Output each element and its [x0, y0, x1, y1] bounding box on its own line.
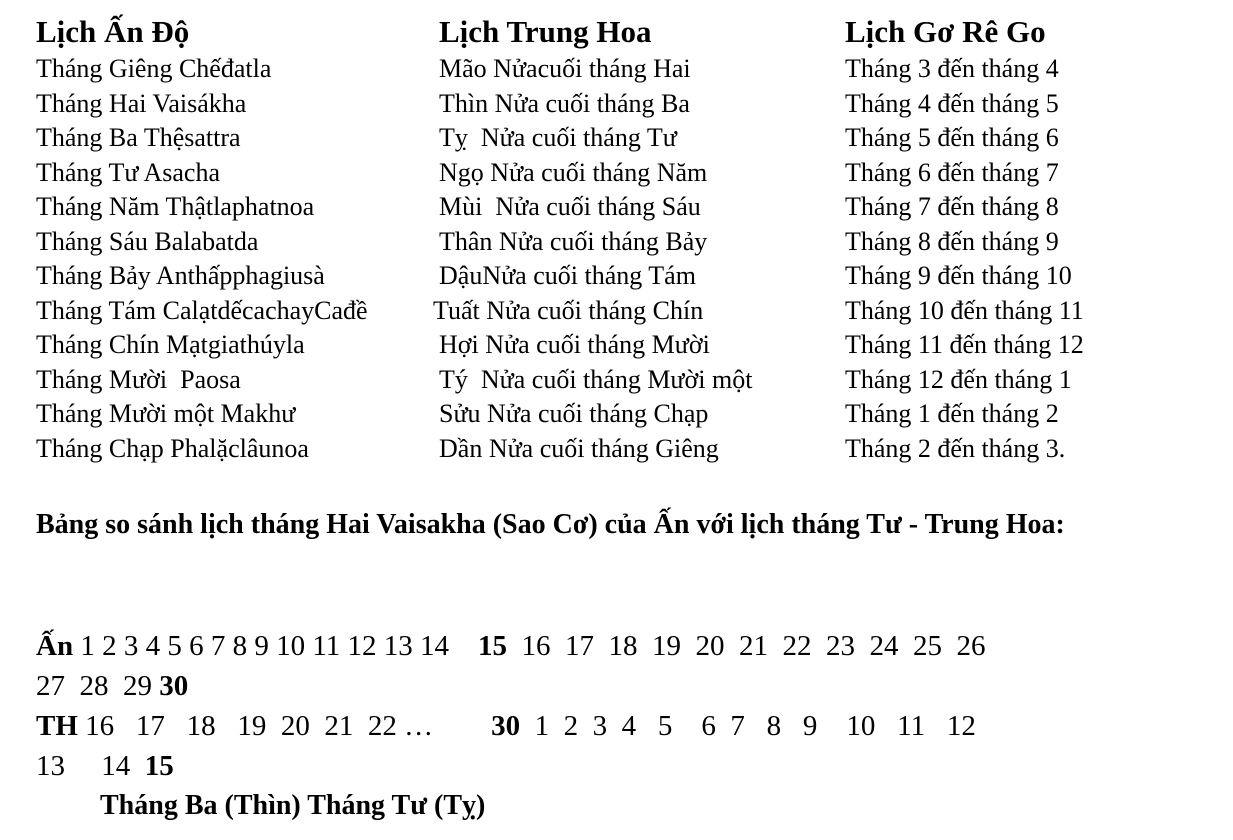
indian-month-item: Tháng Chạp Phalặclâunoa	[36, 433, 309, 463]
indian-month-item: Tháng Mười Paosa	[36, 364, 241, 394]
gregorian-month-item: Tháng 11 đến tháng 12	[845, 330, 1084, 359]
chinese-month-list	[433, 52, 753, 466]
chinese-month-item: Dần Nửa cuối tháng Giêng	[439, 433, 719, 463]
chinese-month-item: Tuất Nửa cuối tháng Chín	[433, 295, 704, 325]
gregorian-month-item: Tháng 9 đến tháng 10	[845, 261, 1072, 290]
chinese-month-item: Thân Nửa cuối tháng Bảy	[439, 226, 708, 256]
chinese-month-item: Hợi Nửa cuối tháng Mười	[439, 330, 710, 359]
header-gregorian: Lịch Gơ Rê Go	[845, 14, 1046, 49]
an-row-bold-end: 30	[159, 670, 189, 702]
gregorian-month-item: Tháng 2 đến tháng 3.	[845, 433, 1066, 463]
th-row-bold-end: 15	[144, 750, 174, 782]
indian-month-item: Tháng Tư Asacha	[36, 157, 221, 187]
indian-month-list	[36, 52, 368, 466]
footer-caption: Tháng Ba (Thìn) Tháng Tư (Tỵ)	[100, 790, 486, 821]
gregorian-month-item: Tháng 12 đến tháng 1	[845, 364, 1072, 394]
an-row-line-2	[36, 666, 188, 706]
gregorian-month-item: Tháng 1 đến tháng 2	[845, 399, 1059, 428]
indian-month-item: Tháng Hai Vaisákha	[36, 88, 247, 118]
gregorian-month-item: Tháng 7 đến tháng 8	[845, 192, 1059, 221]
an-row-bold-value: 15	[478, 630, 508, 662]
chinese-month-item: Ngọ Nửa cuối tháng Năm	[439, 157, 708, 187]
indian-month-item: Tháng Giêng Chếđatla	[36, 54, 272, 83]
gregorian-month-item: Tháng 6 đến tháng 7	[845, 157, 1059, 187]
indian-month-item: Tháng Ba Thệsattra	[36, 123, 241, 152]
indian-month-item: Tháng Mười một Makhư	[36, 399, 296, 428]
chinese-month-item: Sửu Nửa cuối tháng Chạp	[439, 399, 709, 428]
indian-month-item: Tháng Bảy Anthấpphagiusà	[36, 261, 325, 290]
chinese-month-item: Tỵ Nửa cuối tháng Tư	[439, 123, 677, 152]
header-chinese: Lịch Trung Hoa	[439, 14, 652, 49]
gregorian-month-list	[845, 52, 1084, 466]
an-row-values-a: 1 2 3 4 5 6 7 8 9 10 11 12 13 14	[80, 630, 450, 662]
indian-month-item: Tháng Chín Mạtgiathúyla	[36, 330, 305, 359]
th-row-line-2	[36, 746, 174, 786]
chinese-month-item: Mão Nửacuối tháng Hai	[439, 54, 691, 83]
header-indian: Lịch Ấn Độ	[36, 14, 190, 49]
gregorian-month-item: Tháng 5 đến tháng 6	[845, 123, 1059, 152]
chinese-month-item: Thìn Nửa cuối tháng Ba	[439, 88, 690, 118]
indian-month-item: Tháng Tám CalạtdếcachayCađề	[36, 295, 368, 325]
chinese-month-item: Tý Nửa cuối tháng Mười một	[439, 364, 753, 394]
th-row-line-1	[36, 706, 976, 746]
th-row-values-a: 16 17 18 19 20 21 22 …	[85, 710, 434, 742]
an-row-line-1	[36, 626, 986, 666]
th-row-bold-value: 30	[491, 710, 521, 742]
comparison-title: Bảng so sánh lịch tháng Hai Vaisakha (Sao Cơ) của Ấn với lịch tháng Tư - Trung Hoa:	[36, 509, 1065, 540]
indian-month-item: Tháng Năm Thậtlaphatnoa	[36, 192, 315, 221]
chinese-month-item: Mùi Nửa cuối tháng Sáu	[439, 192, 701, 221]
an-row-values-b: 16 17 18 19 20 21 22 23 24 25 26	[521, 630, 986, 662]
gregorian-month-item: Tháng 10 đến tháng 11	[845, 295, 1084, 325]
th-row-label: TH	[36, 710, 78, 742]
an-row-values-c: 27 28 29	[36, 670, 152, 702]
gregorian-month-item: Tháng 8 đến tháng 9	[845, 226, 1059, 256]
th-row-values-b: 1 2 3 4 5 6 7 8 9 10 11 12	[534, 710, 976, 742]
an-row-label: Ấn	[36, 630, 74, 662]
gregorian-month-item: Tháng 4 đến tháng 5	[845, 88, 1059, 118]
th-row-values-c: 13 14	[36, 750, 131, 782]
gregorian-month-item: Tháng 3 đến tháng 4	[845, 54, 1059, 83]
chinese-month-item: DậuNửa cuối tháng Tám	[439, 261, 696, 290]
indian-month-item: Tháng Sáu Balabatda	[36, 226, 259, 256]
